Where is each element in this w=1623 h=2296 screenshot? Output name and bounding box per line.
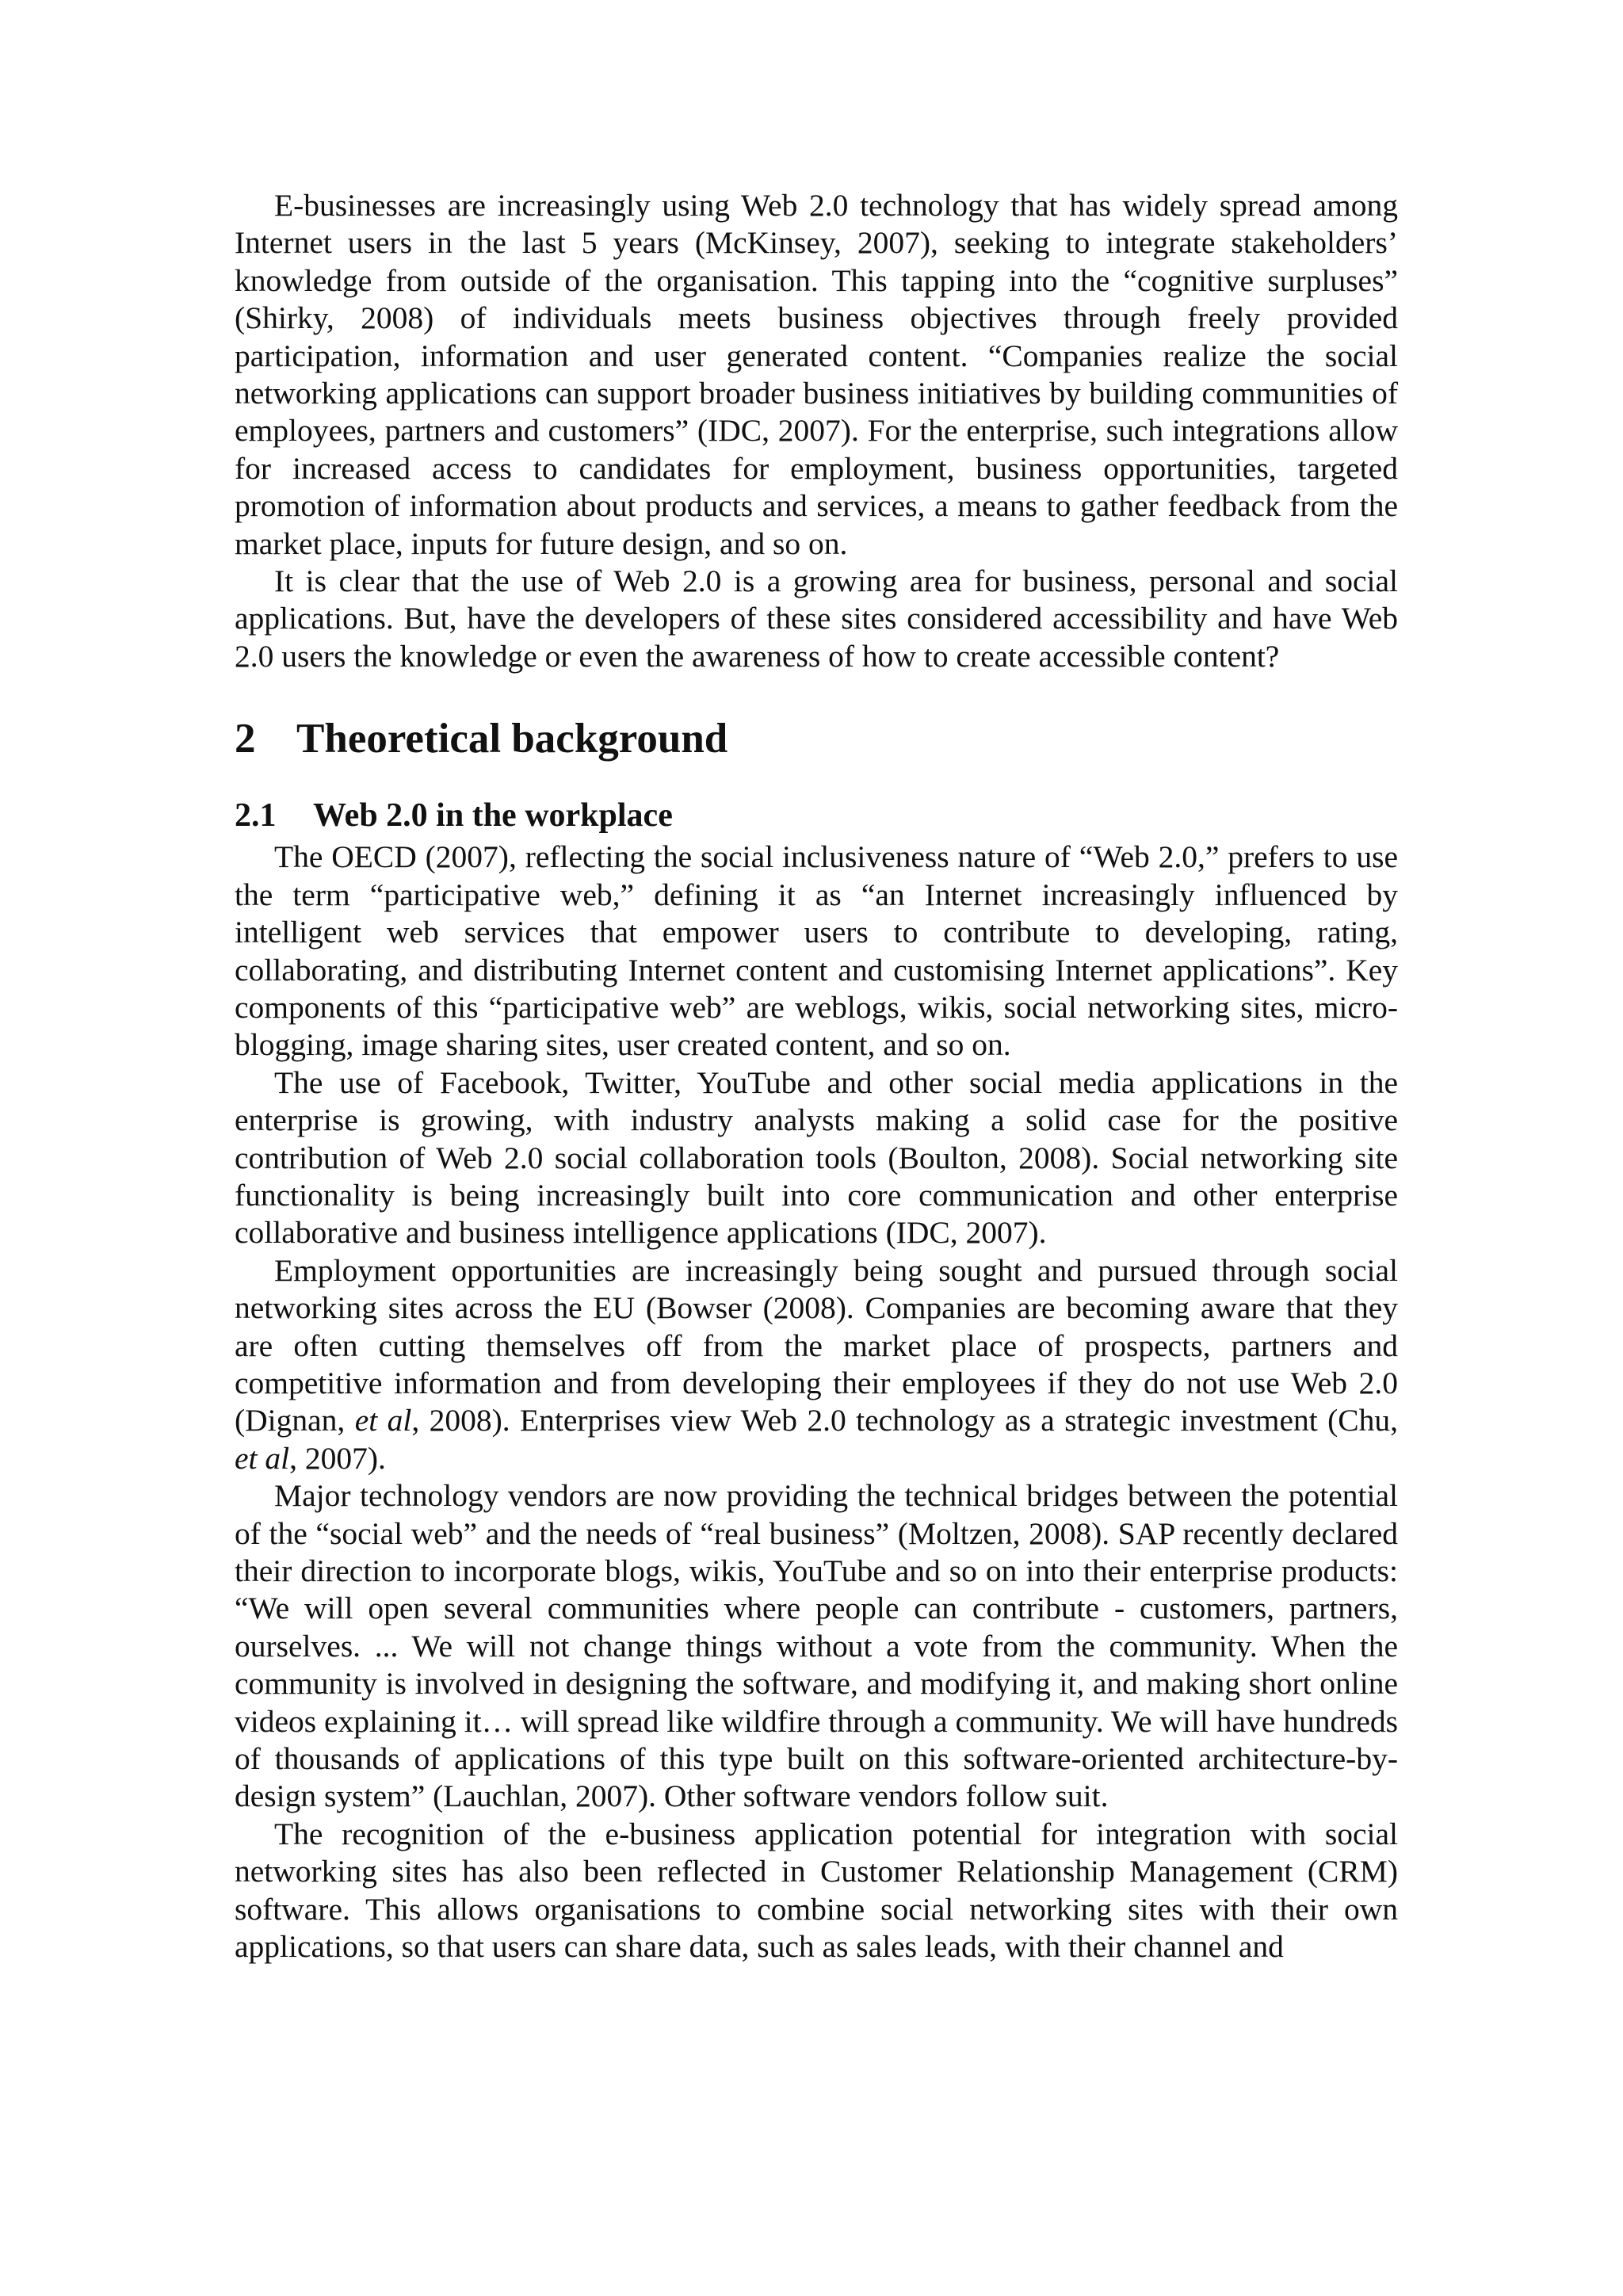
employment-text-2: , 2008). Enterprises view Web 2.0 technology as a strategic investment (Chu, bbox=[411, 1403, 1398, 1438]
subsection-title: Web 2.0 in the workplace bbox=[313, 797, 673, 835]
section-title: Theoretical background bbox=[296, 716, 728, 762]
section-number: 2 bbox=[235, 716, 256, 762]
paragraph-facebook: The use of Facebook, Twitter, YouTube and other social media applications in the enterprise is growing, with industry analysts making a solid case for the positive contribution of Web 2.0 social collaboration tools (Boulton, 2008). Social networking site functionality is being increasingly built into core communication and other enterprise collaborative and business intelligence applications (IDC, 2007). bbox=[235, 1064, 1398, 1251]
page-body bbox=[235, 187, 1398, 1966]
paragraph-crm: The recognition of the e-business application potential for integration with social networking sites has also been reflected in Customer Relationship Management (CRM) software. This allows organisations to combine social networking sites with their own applications, so that users can share data, such as sales leads, with their channel and bbox=[235, 1816, 1398, 1965]
subsection-heading-web20-workplace bbox=[235, 796, 1398, 835]
employment-text-3: , 2007). bbox=[289, 1440, 386, 1476]
paragraph-oecd: The OECD (2007), reflecting the social inclusiveness nature of “Web 2.0,” prefers to use the term “participative web,” defining it as “an Internet increasingly influenced by intelligent web services that empower users to contribute to developing, rating, collaborating, and distributing Internet content and customising Internet applications”. Key components of this “participative web” are weblogs, wikis, social networking sites, micro-blogging, image sharing sites, user created content, and so on. bbox=[235, 839, 1398, 1063]
et-al-italic-1: et al bbox=[354, 1403, 412, 1438]
paragraph-vendors: Major technology vendors are now providing the technical bridges between the potential of the “social web” and the needs of “real business” (Moltzen, 2008). SAP recently declared their direction to incorporate blogs, wikis, YouTube and so on into their enterprise products: “We will open several communities where people can contribute - customers, partners, ourselves. ... We will not change things without a vote from the community. When the community is involved in designing the software, and modifying it, and making short online videos explaining it… will spread like wildfire through a community. We will have hundreds of thousands of applications of this type built on this software-oriented architecture-by-design system” (Lauchlan, 2007). Other software vendors follow suit. bbox=[235, 1478, 1398, 1814]
subsection-number: 2.1 bbox=[235, 797, 277, 835]
paragraph-intro-2: It is clear that the use of Web 2.0 is a growing area for business, personal and social applications. But, have the developers of these sites considered accessibility and have Web 2.0 users the knowledge or even the awareness of how to create accessible content? bbox=[235, 563, 1398, 674]
section-heading-theoretical-background bbox=[235, 715, 1398, 762]
et-al-italic-2: et al bbox=[235, 1440, 290, 1476]
employment-text-1: Employment opportunities are increasingly being sought and pursued through social networking sites across the EU (Bowser (2008). Companies are becoming aware that they are often cutting themselves off from the market place of prospects, partners and competitive information and from developing their employees if they do not use Web 2.0 (Dignan, bbox=[235, 1252, 1398, 1438]
paragraph-employment bbox=[235, 1252, 1398, 1477]
paragraph-intro-1: E-businesses are increasingly using Web 2.0 technology that has widely spread among Internet users in the last 5 years (McKinsey, 2007), seeking to integrate stakeholders’ knowledge from outside of the organisation. This tapping into the “cognitive surpluses” (Shirky, 2008) of individuals meets business objectives through freely provided participation, information and user generated content. “Companies realize the social networking applications can support broader business initiatives by building communities of employees, partners and customers” (IDC, 2007). For the enterprise, such integrations allow for increased access to candidates for employment, business opportunities, targeted promotion of information about products and services, a means to gather feedback from the market place, inputs for future design, and so on. bbox=[235, 188, 1398, 561]
